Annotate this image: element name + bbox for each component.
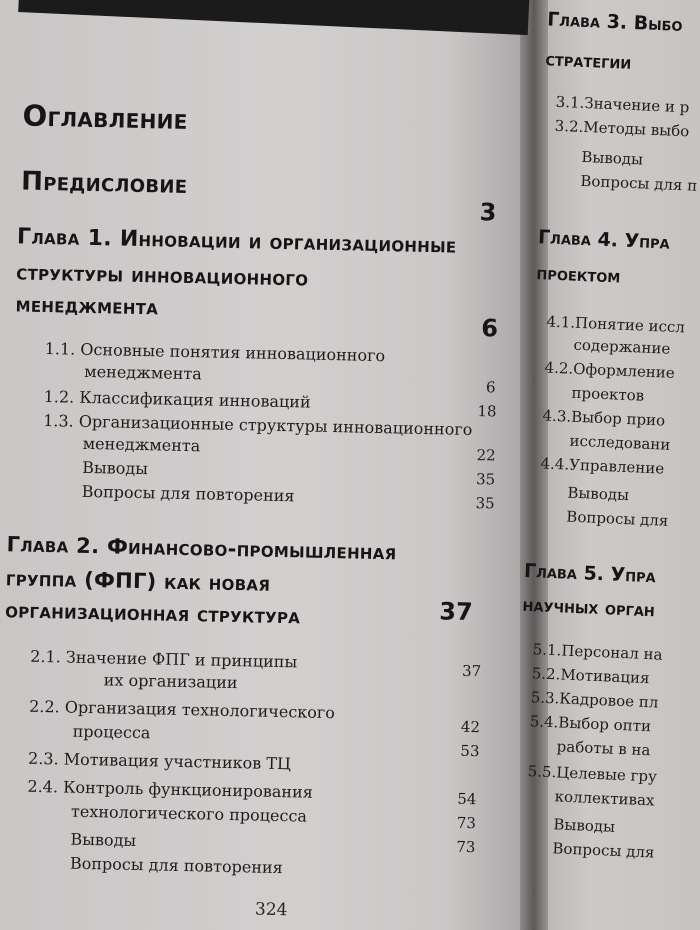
section-1-2-page: 18 (477, 402, 497, 421)
section-title: Мотивация участников ТЦ (63, 749, 292, 774)
chapter-1-conclusions: Выводы (82, 457, 149, 479)
section-2-3-page: 53 (460, 741, 480, 761)
chapter-1-title-line-1: Глава 1. Инновации и организационные (16, 224, 457, 259)
section-number: 2.1. (30, 646, 61, 667)
preface-page: 3 (479, 198, 497, 227)
right-page-line-21: 5.2.Мотивация (531, 664, 650, 688)
section-title: Классификация инноваций (79, 387, 311, 412)
section-title: Контроль функционирования (62, 777, 314, 802)
chapter-1-questions: Вопросы для повторения (81, 481, 295, 506)
section-number: 2.3. (27, 748, 59, 769)
right-page-line-7: Глава 4. Упра (537, 226, 671, 254)
toc-title: Оглавление (22, 98, 189, 136)
section-2-4-page: 54 (457, 789, 477, 809)
section-2-4-line-2: технологического процесса (70, 801, 308, 826)
page-folio: 324 (254, 899, 288, 921)
section-number: 1.3. (43, 410, 74, 431)
section-number: 2.2. (29, 696, 60, 717)
right-page-line-9: 4.1.Понятие иссл (546, 312, 686, 337)
chapter-2-title-line-3: организационная структура (4, 598, 301, 629)
right-page-line-18: Глава 5. Упра (523, 559, 657, 588)
right-page-line-20: 5.1.Персонал на (532, 640, 663, 664)
section-1-1-page: 6 (485, 378, 496, 397)
right-page-line-4: 3.2.Методы выбо (554, 116, 690, 141)
right-page-line-23: 5.4.Выбор опти (529, 712, 652, 736)
chapter-2-title-line-2: группа (ФПГ) как новая (5, 566, 271, 596)
section-2-1-line-2: их организации (103, 670, 238, 693)
chapter-2-title-line-1: Глава 2. Финансово-промышленная (6, 532, 397, 565)
chapter-2-conclusions: Выводы (70, 829, 137, 851)
section-title: Организация технологического (64, 697, 336, 723)
right-page-line-3: 3.1.Значение и р (555, 92, 690, 117)
right-page-line-14: исследовани (569, 431, 671, 454)
chapter-2-questions: Вопросы для повторения (69, 853, 283, 878)
right-page-line-16: Выводы (567, 483, 630, 505)
right-page-line-25: 5.5.Целевые гру (527, 762, 658, 786)
section-title: Организационные структуры инновационного (78, 411, 473, 439)
chapter-1-title-line-3: менеджмента (15, 292, 159, 321)
section-number: 1.2. (43, 387, 75, 407)
right-page-line-28: Вопросы для (552, 839, 655, 862)
right-page-line-19: научных орган (522, 593, 656, 622)
right-page-line-13: 4.3.Выбор прио (542, 406, 666, 430)
right-page-line-10: содержание (573, 335, 671, 358)
right-page-line-27: Выводы (553, 815, 616, 836)
section-title: Значение ФПГ и принципы (65, 647, 298, 672)
preface-title: Предисловие (20, 166, 188, 200)
right-page-line-22: 5.3.Кадровое пл (530, 688, 659, 712)
section-2-2-line-2: процесса (72, 721, 151, 743)
right-page-line-6: Вопросы для п (580, 171, 698, 195)
section-number: 1.1. (44, 339, 76, 359)
right-page-line-12: проектов (571, 383, 645, 405)
section-2-4-page-2: 73 (456, 813, 477, 833)
chapter-2-conclusions-page: 73 (456, 837, 476, 857)
section-title: Основные понятия инновационного (80, 339, 386, 366)
right-page-line-1: Глава 3. Выбо (546, 8, 684, 36)
right-page-line-2: стратегии (545, 48, 632, 74)
section-2-2-page: 42 (460, 717, 481, 737)
section-1-1-line-2: менеджмента (84, 361, 203, 384)
right-page-line-15: 4.4.Управление (540, 454, 665, 478)
right-page-line-5: Выводы (581, 147, 644, 169)
right-page-line-8: проектом (536, 262, 621, 288)
chapter-1-title-line-2: структуры инновационного (16, 260, 309, 292)
section-2-1-page: 37 (461, 661, 482, 681)
section-1-3-line-2: менеджмента (82, 433, 201, 456)
section-1-3-page: 22 (476, 446, 496, 465)
chapter-2-page: 37 (439, 597, 473, 627)
section-number: 2.4. (27, 776, 59, 797)
chapter-1-conclusions-page: 35 (475, 470, 496, 489)
right-page-line-11: 4.2.Оформление (544, 358, 676, 382)
right-page-line-17: Вопросы для (566, 507, 669, 530)
right-page-line-24: работы в на (556, 737, 651, 760)
chapter-1-page: 6 (480, 314, 499, 343)
chapter-1-questions-page: 35 (475, 494, 495, 513)
right-page-line-26: коллективах (554, 787, 655, 810)
